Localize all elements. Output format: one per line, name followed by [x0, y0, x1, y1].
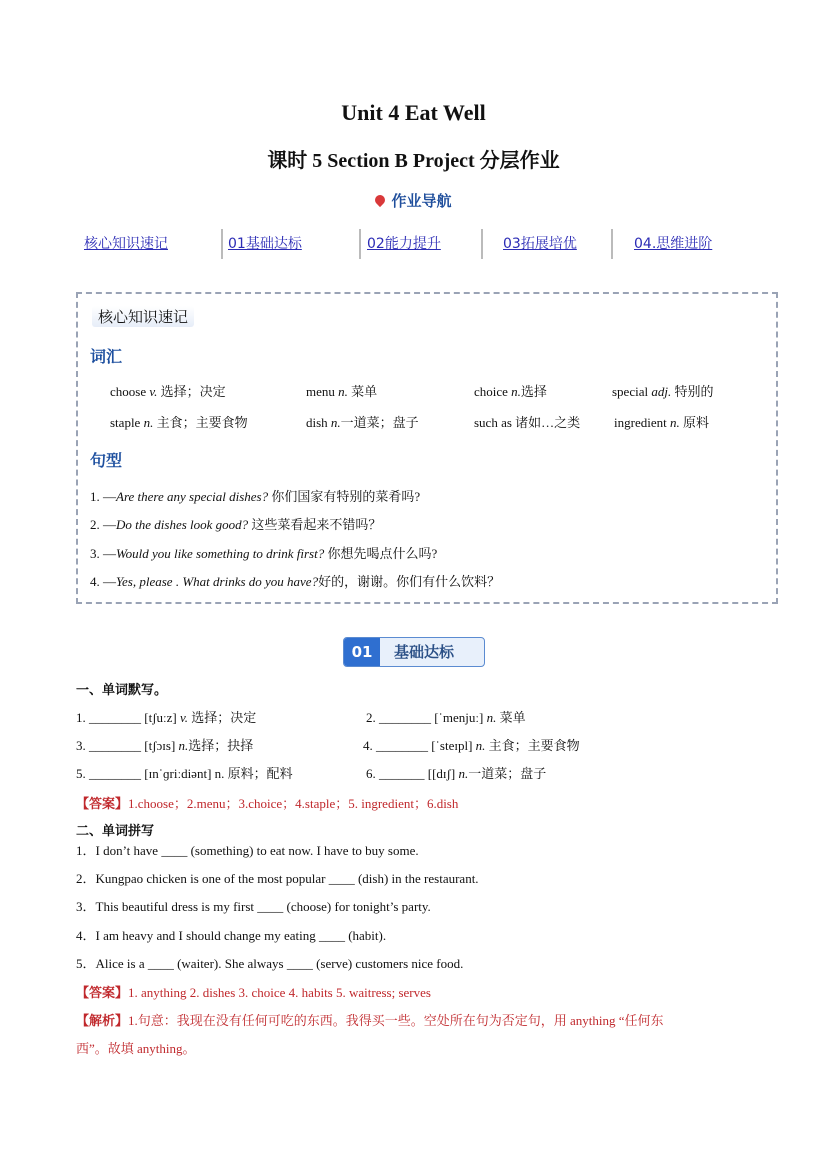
section-number: 01: [344, 638, 380, 666]
nav-divider: [359, 229, 361, 259]
part1-heading: 一、单词默写。: [76, 683, 168, 698]
dictation-item: 4. ________ [ˈsteɪpl] n. 主食；主要食物: [363, 738, 580, 753]
spelling-item: 5．Alice is a ____ (waiter). She always ____ (serve) customers nice food.: [76, 956, 464, 971]
vocab-item: such as 诸如…之类: [474, 415, 581, 430]
knowledge-heading: 核心知识速记: [92, 306, 194, 327]
dictation-item: 1. ________ [tʃuːz] v. 选择；决定: [76, 710, 257, 725]
spelling-item: 1．I don’t have ____ (something) to eat now. I have to buy some.: [76, 843, 419, 858]
vocab-item: dish n.一道菜；盘子: [306, 415, 419, 430]
vocab-item: staple n. 主食；主要食物: [110, 415, 248, 430]
spelling-item: 4．I am heavy and I should change my eating ____ (habit).: [76, 928, 387, 943]
nav-divider: [221, 229, 223, 259]
vocab-heading: 词汇: [90, 347, 123, 366]
homework-navigation: [76, 229, 756, 261]
nav-link-extension[interactable]: 03拓展培优: [503, 236, 577, 252]
part2-answer: 【答案】1. anything 2. dishes 3. choice 4. habits 5. waitress; serves: [76, 985, 431, 1001]
nav-link-basic[interactable]: 01基础达标: [228, 236, 302, 252]
nav-link-thinking[interactable]: 04.思维进阶: [634, 236, 713, 252]
location-pin-icon: [373, 193, 387, 207]
section-label: 基础达标: [394, 643, 455, 661]
section-badge: [343, 637, 485, 667]
nav-heading: 作业导航: [0, 190, 827, 211]
part2-analysis: 【解析】1.句意：我现在没有任何可吃的东西。我得买一些。空处所在句为否定句，用 anything “任何东: [76, 1013, 664, 1029]
sentence-item: 2. —Do the dishes look good? 这些菜看起来不错吗？: [90, 517, 382, 532]
sentence-item: 4. —Yes, please . What drinks do you have?好的，谢谢。你们有什么饮料？: [90, 574, 501, 589]
nav-divider: [611, 229, 613, 259]
dictation-item: 3. ________ [tʃɔɪs] n.选择；抉择: [76, 738, 254, 753]
part1-answer: 【答案】1.choose；2.menu；3.choice；4.staple；5. ingredient；6.dish: [76, 796, 459, 812]
vocab-item: special adj. 特别的: [612, 384, 714, 399]
sentence-item: 3. —Would you like something to drink first? 你想先喝点什么吗?: [90, 546, 438, 561]
vocab-item: menu n. 菜单: [306, 384, 378, 399]
dictation-item: 6. _______ [[dɪʃ] n.一道菜；盘子: [366, 766, 547, 781]
nav-divider: [481, 229, 483, 259]
sentence-item: 1. —Are there any special dishes? 你们国家有特别的菜肴吗?: [90, 489, 421, 504]
document-title: Unit 4 Eat Well: [341, 100, 486, 125]
nav-link-ability[interactable]: 02能力提升: [367, 236, 441, 252]
vocab-item: ingredient n. 原料: [614, 415, 709, 430]
spelling-item: 2．Kungpao chicken is one of the most popular ____ (dish) in the restaurant.: [76, 871, 479, 886]
vocab-item: choose v. 选择；决定: [110, 384, 226, 399]
nav-link-knowledge[interactable]: 核心知识速记: [84, 236, 168, 252]
knowledge-box: [76, 292, 778, 604]
dictation-item: 5. ________ [ɪnˈɡriːdiənt] n. 原料；配料: [76, 766, 293, 781]
part2-analysis-continued: 西”。故填 anything。: [76, 1041, 196, 1056]
part2-heading: 二、单词拼写: [76, 824, 155, 839]
document-subtitle: 课时 5 Section B Project 分层作业: [267, 150, 560, 172]
dictation-item: 2. ________ [ˈmenjuː] n. 菜单: [366, 710, 526, 725]
spelling-item: 3．This beautiful dress is my first ____ (choose) for tonight’s party.: [76, 899, 431, 914]
vocab-item: choice n.选择: [474, 384, 547, 399]
sentence-heading: 句型: [90, 451, 123, 470]
